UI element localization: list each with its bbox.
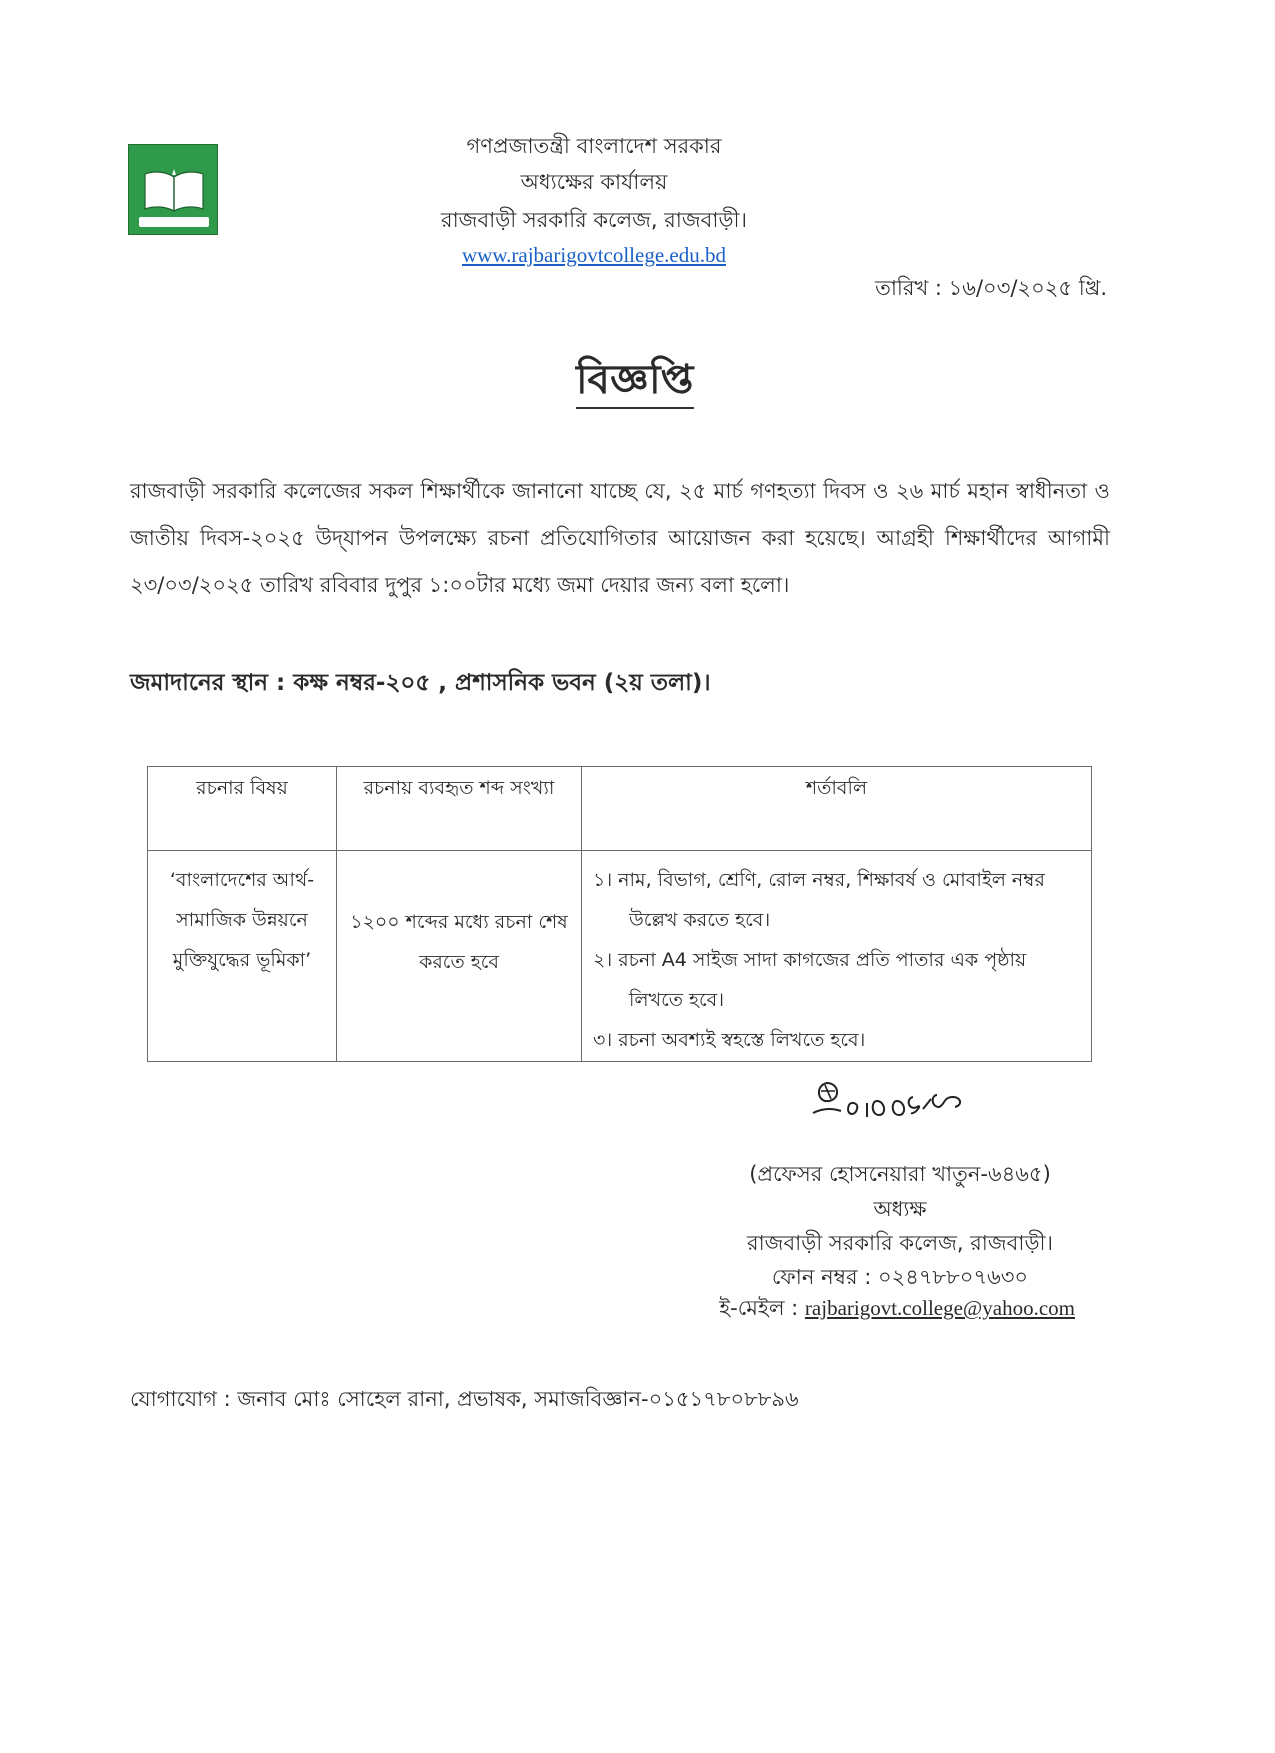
table-header: রচনার বিষয় xyxy=(148,767,337,851)
submission-venue: জমাদানের স্থান : কক্ষ নম্বর-২০৫ , প্রশাসনিক ভবন (২য় তলা)। xyxy=(130,670,711,696)
email-label: ই-মেইল : xyxy=(719,1296,799,1320)
subject-cell xyxy=(148,851,337,1062)
logo-ribbon xyxy=(139,217,209,227)
essay-subject: ‘বাংলাদেশের আর্থ-সামাজিক উন্নয়নে মুক্তিযুদ্ধের ভূমিকা’ xyxy=(169,869,315,971)
principal-phone: ফোন নম্বর : ০২৪৭৮৮০৭৬৩০ xyxy=(771,1265,1029,1289)
word-limit: ১২০০ শব্দের মধ্যে রচনা শেষ করতে হবে xyxy=(350,911,568,973)
principal-designation: অধ্যক্ষ xyxy=(873,1197,927,1221)
govt-name: গণপ্রজাতন্ত্রী বাংলাদেশ সরকার xyxy=(466,134,722,158)
principal-email-line xyxy=(719,1292,1075,1327)
principal-name: (প্রফেসর হোসনেয়ারা খাতুন-৬৪৬৫) xyxy=(749,1162,1051,1186)
college-logo xyxy=(128,144,218,235)
contact-line: যোগাযোগ : জনাব মোঃ সোহেল রানা, প্রভাষক, সমাজবিজ্ঞান-০১৫১৭৮০৮৮৯৬ xyxy=(130,1387,799,1411)
principal-institution: রাজবাড়ী সরকারি কলেজ, রাজবাড়ী। xyxy=(747,1231,1053,1255)
competition-table xyxy=(147,766,1092,1062)
condition-item: ৩। রচনা অবশ্যই স্বহস্তে লিখতে হবে। xyxy=(593,1029,866,1051)
word-count-cell xyxy=(337,851,582,1062)
table-header-row xyxy=(148,767,1092,851)
table-header: শর্তাবলি xyxy=(582,767,1092,851)
open-book-icon xyxy=(143,169,205,215)
condition-item: ২। রচনা A4 সাইজ সাদা কাগজের প্রতি পাতার এক পৃষ্ঠায় লিখতে হবে। xyxy=(593,949,1027,1011)
website-link[interactable]: www.rajbarigovtcollege.edu.bd xyxy=(462,243,726,267)
notice-title-text: বিজ্ঞপ্তি xyxy=(576,357,694,409)
email-link[interactable]: rajbarigovt.college@yahoo.com xyxy=(804,1296,1075,1320)
college-name: রাজবাড়ী সরকারি কলেজ, রাজবাড়ী। xyxy=(441,208,747,232)
table-header: রচনায় ব্যবহৃত শব্দ সংখ্যা xyxy=(337,767,582,851)
notice-date: তারিখ : ১৬/০৩/২০২৫ খ্রি. xyxy=(875,276,1107,300)
office-name: অধ্যক্ষের কার্যালয় xyxy=(520,170,668,194)
handwritten-signature xyxy=(805,1075,995,1135)
table-row xyxy=(148,851,1092,1062)
condition-item: ১। নাম, বিভাগ, শ্রেণি, রোল নম্বর, শিক্ষাবর্ষ ও মোবাইল নম্বর উল্লেখ করতে হবে। xyxy=(593,869,1045,931)
notice-body: রাজবাড়ী সরকারি কলেজের সকল শিক্ষার্থীকে জানানো যাচ্ছে যে, ২৫ মার্চ গণহত্যা দিবস ও ২৬ মার্চ মহান স্বাধীনতা ও জাতীয় দিবস-২০২৫ উদ্‌যাপন উপলক্ষ্যে রচনা প্রতিযোগিতার আয়োজন করা হয়েছে। আগ্রহী শিক্ষার্থীদের আগামী ২৩/০৩/২০২৫ তারিখ রবিবার দুপুর ১:০০টার মধ্যে জমা দেয়ার জন্য বলা হলো। xyxy=(130,479,1110,597)
conditions-cell xyxy=(582,851,1092,1062)
notice-title xyxy=(400,348,870,415)
